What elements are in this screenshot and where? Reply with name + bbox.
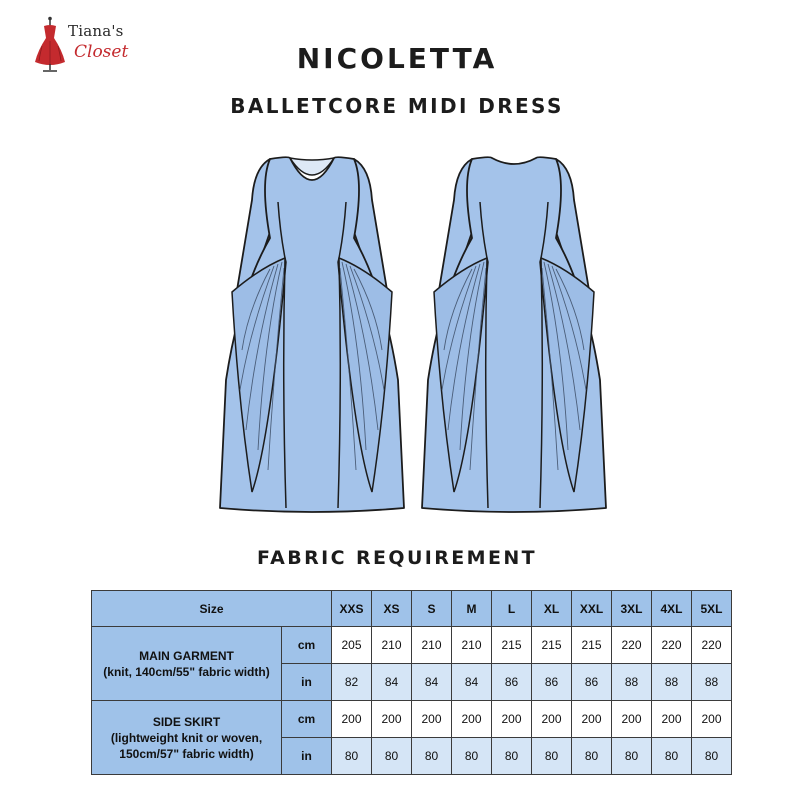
table-cell: 200 xyxy=(532,701,572,738)
table-cell: 80 xyxy=(612,738,652,775)
table-cell: 80 xyxy=(452,738,492,775)
table-cell: 200 xyxy=(572,701,612,738)
table-cell: 200 xyxy=(492,701,532,738)
table-cell: 80 xyxy=(532,738,572,775)
unit-cm: cm xyxy=(282,701,332,738)
main-garment-label xyxy=(92,627,282,701)
table-cell: 80 xyxy=(332,738,372,775)
table-cell: 205 xyxy=(332,627,372,664)
size-header-cell: XS xyxy=(372,591,412,627)
table-cell: 200 xyxy=(452,701,492,738)
side-skirt-cm-row xyxy=(92,701,732,738)
table-cell: 80 xyxy=(692,738,732,775)
fabric-requirement-heading: FABRIC REQUIREMENT xyxy=(256,547,538,569)
unit-cm: cm xyxy=(282,627,332,664)
size-header-cell: XL xyxy=(532,591,572,627)
table-cell: 88 xyxy=(652,664,692,701)
side-skirt-label xyxy=(92,701,282,775)
table-cell: 200 xyxy=(692,701,732,738)
side-skirt-note-line1: (lightweight knit or woven, xyxy=(110,730,263,745)
table-cell: 80 xyxy=(572,738,612,775)
table-cell: 80 xyxy=(652,738,692,775)
table-cell: 200 xyxy=(332,701,372,738)
table-cell: 220 xyxy=(612,627,652,664)
unit-in: in xyxy=(282,738,332,775)
dress-front-illustration xyxy=(212,150,412,515)
table-cell: 200 xyxy=(372,701,412,738)
table-cell: 210 xyxy=(412,627,452,664)
table-cell: 210 xyxy=(452,627,492,664)
main-garment-title: MAIN GARMENT xyxy=(139,648,234,663)
table-cell: 82 xyxy=(332,664,372,701)
table-cell: 86 xyxy=(492,664,532,701)
fabric-requirement-table xyxy=(91,590,732,775)
table-cell: 84 xyxy=(412,664,452,701)
table-cell: 80 xyxy=(372,738,412,775)
main-garment-note: (knit, 140cm/55" fabric width) xyxy=(103,664,270,679)
brand-name-top: Tiana's xyxy=(68,22,124,40)
size-header-cell: 5XL xyxy=(692,591,732,627)
table-cell: 88 xyxy=(692,664,732,701)
table-cell: 215 xyxy=(572,627,612,664)
product-subtitle: BALLETCORE MIDI DRESS xyxy=(230,94,564,118)
table-cell: 80 xyxy=(492,738,532,775)
table-cell: 215 xyxy=(492,627,532,664)
table-cell: 84 xyxy=(372,664,412,701)
size-header-cell: 4XL xyxy=(652,591,692,627)
table-cell: 88 xyxy=(612,664,652,701)
table-cell: 84 xyxy=(452,664,492,701)
size-header-cell: 3XL xyxy=(612,591,652,627)
size-header-cell: L xyxy=(492,591,532,627)
table-cell: 200 xyxy=(652,701,692,738)
table-cell: 210 xyxy=(372,627,412,664)
unit-in: in xyxy=(282,664,332,701)
table-cell: 86 xyxy=(572,664,612,701)
table-cell: 80 xyxy=(412,738,452,775)
size-header-label: Size xyxy=(92,591,332,627)
side-skirt-note-line2: 150cm/57" fabric width) xyxy=(119,746,254,761)
size-header-row xyxy=(92,591,732,627)
table-cell: 215 xyxy=(532,627,572,664)
table-cell: 200 xyxy=(412,701,452,738)
size-header-cell: S xyxy=(412,591,452,627)
size-header-cell: M xyxy=(452,591,492,627)
main-garment-cm-row xyxy=(92,627,732,664)
dress-back-illustration xyxy=(414,150,614,515)
table-cell: 220 xyxy=(652,627,692,664)
table-cell: 200 xyxy=(612,701,652,738)
table-cell: 86 xyxy=(532,664,572,701)
brand-name-bottom: Closet xyxy=(74,42,129,62)
product-title: NICOLETTA xyxy=(296,42,498,75)
side-skirt-title: SIDE SKIRT xyxy=(152,714,221,729)
size-header-cell: XXL xyxy=(572,591,612,627)
size-header-cell: XXS xyxy=(332,591,372,627)
table-cell: 220 xyxy=(692,627,732,664)
